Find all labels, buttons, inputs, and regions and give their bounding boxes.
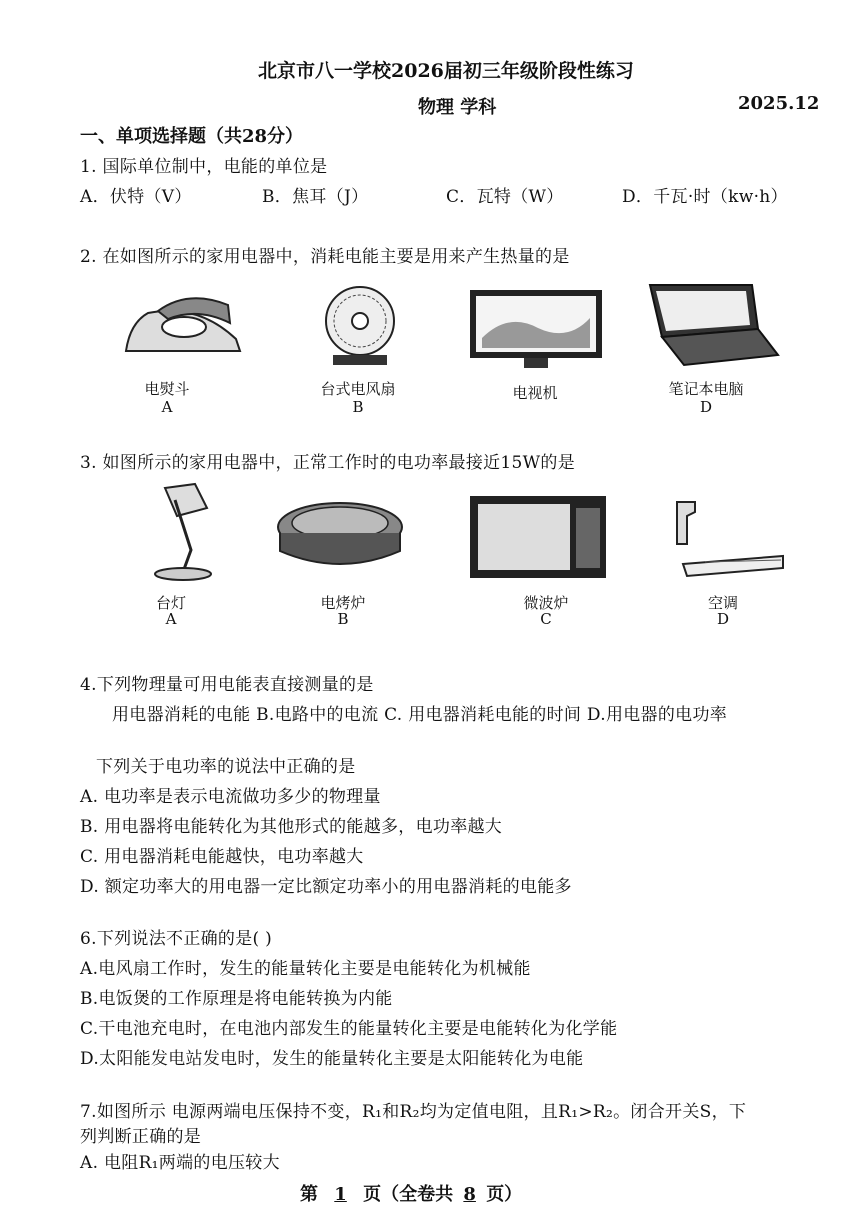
footer-prefix: 第	[300, 1184, 318, 1205]
q2-caption-d: 笔记本电脑	[668, 380, 744, 398]
q2-letter-a: A	[161, 398, 173, 416]
q4-stem: 4.下列物理量可用电能表直接测量的是	[80, 675, 374, 695]
q1-option-a: A．伏特（V）	[80, 187, 192, 207]
air-conditioner-image	[665, 494, 785, 578]
q2-caption-c: 电视机	[512, 384, 558, 402]
q6-option-c: C.干电池充电时，在电池内部发生的能量转化主要是电能转化为化学能	[80, 1019, 618, 1039]
q3-letter-a: A	[165, 610, 177, 628]
q1-stem: 1. 国际单位制中，电能的单位是	[80, 157, 328, 177]
q5-option-d: D. 额定功率大的用电器一定比额定功率小的用电器消耗的电能多	[80, 877, 572, 897]
q7-stem-line1: 7.如图所示 电源两端电压保持不变，R₁和R₂均为定值电阻，且R₁>R₂。闭合开关S，下	[80, 1102, 747, 1122]
q1-option-b: B．焦耳（J）	[262, 187, 369, 207]
q6-option-a: A.电风扇工作时，发生的能量转化主要是电能转化为机械能	[80, 959, 531, 979]
footer-suffix: 页）	[486, 1184, 523, 1205]
q3-letter-d: D	[716, 610, 730, 628]
microwave-image	[468, 494, 608, 582]
q1-option-c: C．瓦特（W）	[446, 187, 564, 207]
q3-letter-c: C	[540, 610, 552, 628]
q5-stem: 下列关于电功率的说法中正确的是	[96, 757, 356, 777]
q2-caption-a: 电熨斗	[144, 380, 190, 398]
q4-options: 用电器消耗的电能 B.电路中的电流 C. 用电器消耗电能的时间 D.用电器的电功率	[112, 705, 728, 725]
q3-caption-b: 电烤炉	[320, 594, 366, 612]
q7-option-a: A. 电阻R₁两端的电压较大	[80, 1153, 280, 1173]
subject-label: 物理 学科	[418, 97, 497, 118]
q2-letter-d: D	[699, 398, 713, 416]
q6-option-b: B.电饭煲的工作原理是将电能转换为内能	[80, 989, 393, 1009]
footer-middle: 页（全卷共	[363, 1184, 454, 1205]
footer-total-pages: 8	[463, 1184, 476, 1205]
q3-stem: 3. 如图所示的家用电器中，正常工作时的电功率最接近15W的是	[80, 453, 576, 473]
q6-stem: 6.下列说法不正确的是( )	[80, 929, 273, 949]
page-footer	[300, 1180, 522, 1206]
q3-caption-d: 空调	[707, 594, 738, 612]
desk-fan-image	[315, 283, 405, 367]
q5-option-c: C. 用电器消耗电能越快，电功率越大	[80, 847, 364, 867]
q2-stem: 2. 在如图所示的家用电器中，消耗电能主要是用来产生热量的是	[80, 247, 570, 267]
q1-option-d: D．千瓦·时（kw·h）	[622, 187, 788, 207]
q5-option-b: B. 用电器将电能转化为其他形式的能越多，电功率越大	[80, 817, 503, 837]
television-image	[468, 288, 604, 370]
iron-image	[118, 283, 248, 363]
q5-option-a: A. 电功率是表示电流做功多少的物理量	[80, 787, 381, 807]
q2-letter-b: B	[352, 398, 364, 416]
footer-page-number: 1	[334, 1184, 347, 1205]
q7-stem-line2: 列判断正确的是	[80, 1127, 202, 1147]
exam-date: 2025.12	[738, 93, 820, 114]
laptop-image	[640, 281, 780, 367]
q3-letter-b: B	[337, 610, 349, 628]
page-title: 北京市八一学校2026届初三年级阶段性练习	[258, 60, 634, 82]
q3-caption-a: 台灯	[155, 594, 186, 612]
electric-grill-image	[270, 493, 410, 573]
q6-option-d: D.太阳能发电站发电时，发生的能量转化主要是太阳能转化为电能	[80, 1049, 584, 1069]
desk-lamp-image	[125, 480, 215, 582]
q3-caption-c: 微波炉	[523, 594, 569, 612]
q2-caption-b: 台式电风扇	[320, 380, 396, 398]
section-heading: 一、单项选择题（共28分）	[80, 126, 304, 147]
